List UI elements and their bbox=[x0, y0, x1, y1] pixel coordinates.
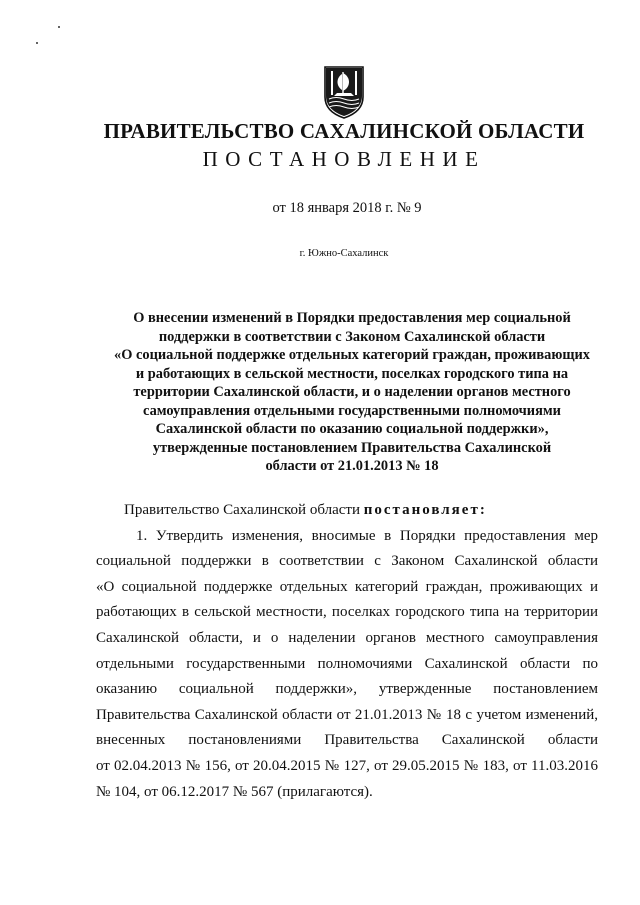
subject-line: области от 21.01.2013 № 18 bbox=[265, 458, 439, 474]
government-title: ПРАВИТЕЛЬСТВО САХАЛИНСКОЙ ОБЛАСТИ bbox=[103, 119, 585, 143]
item-1-line: работающих в сельской местности, поселках городского типа на территории bbox=[96, 604, 598, 621]
document-subject bbox=[96, 309, 608, 476]
item-1-line: от 02.04.2013 № 156, от 20.04.2015 № 127, от 29.05.2015 № 183, от 11.03.2016 bbox=[96, 757, 598, 774]
preamble-paragraph bbox=[96, 498, 598, 524]
document-type: ПОСТАНОВЛЕНИЕ bbox=[202, 147, 486, 171]
document-body bbox=[96, 498, 598, 805]
preamble-decree-word: постановляет: bbox=[363, 502, 487, 518]
scan-specks bbox=[30, 22, 70, 52]
subject-line: утвержденные постановлением Правительства Сахалинской bbox=[152, 439, 552, 456]
item-1-line: «О социальной поддержке отдельных категорий граждан, проживающих и bbox=[96, 578, 598, 595]
subject-line: территории Сахалинской области, и о наделении органов местного bbox=[133, 384, 571, 400]
subject-line: самоуправления отдельными государственными полномочиями bbox=[143, 402, 561, 419]
subject-line: «О социальной поддержке отдельных категорий граждан, проживающих bbox=[114, 347, 590, 363]
preamble-text: Правительство Сахалинской области bbox=[124, 502, 364, 518]
subject-line: поддержки в соответствии с Законом Сахалинской области bbox=[158, 328, 546, 345]
item-1-line: 1. Утвердить изменения, вносимые в Порядки предоставления мер bbox=[136, 527, 598, 544]
coat-of-arms-emblem bbox=[321, 63, 367, 119]
item-1-line: Правительства Сахалинской области от 21.01.2013 № 18 с учетом изменений, bbox=[96, 706, 598, 723]
item-1-line: № 104, от 06.12.2017 № 567 (прилагаются). bbox=[96, 783, 373, 800]
item-1-line: отдельными государственными полномочиями Сахалинской области по bbox=[96, 655, 598, 672]
item-1-line: социальной поддержки в соответствии с Законом Сахалинской области bbox=[96, 553, 598, 570]
subject-line: Сахалинской области по оказанию социальной поддержки», bbox=[155, 421, 549, 437]
subject-line: и работающих в сельской местности, поселках городского типа на bbox=[135, 365, 569, 382]
document-city: г. Южно-Сахалинск bbox=[299, 248, 389, 259]
document-date-number: от 18 января 2018 г. № 9 bbox=[272, 200, 422, 216]
item-1-line: оказанию социальной поддержки», утвержденные постановлением bbox=[96, 681, 598, 698]
item-1-line: внесенных постановлениями Правительства Сахалинской области bbox=[96, 732, 598, 749]
item-1-line: Сахалинской области, и о наделении органов местного самоуправления bbox=[96, 629, 598, 646]
subject-line: О внесении изменений в Порядки предоставления мер социальной bbox=[133, 310, 571, 326]
